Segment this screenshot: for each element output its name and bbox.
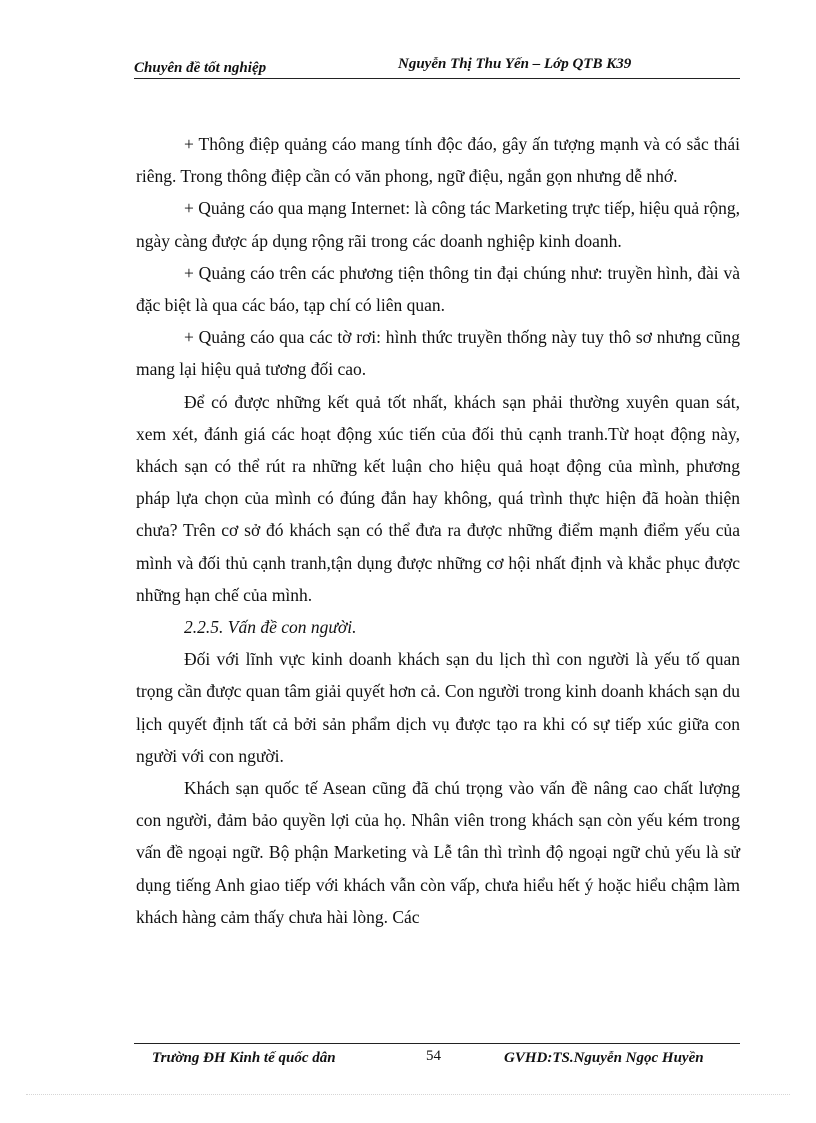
page-number: 54 bbox=[426, 1048, 441, 1064]
paragraph-2: + Quảng cáo qua mạng Internet: là công tác Marketing trực tiếp, hiệu quả rộng, ngày càng được áp dụng rộng rãi trong các doanh nghiệp kinh doanh. bbox=[136, 198, 740, 251]
paragraph-4: + Quảng cáo qua các tờ rơi: hình thức truyền thống này tuy thô sơ nhưng cũng mang lại hiệu quả tương đối cao. bbox=[136, 327, 740, 380]
paragraph-3: + Quảng cáo trên các phương tiện thông tin đại chúng như: truyền hình, đài và đặc biệt là qua các báo, tạp chí có liên quan. bbox=[136, 262, 740, 316]
paragraph-7: Khách sạn quốc tế Asean cũng đã chú trọng vào vấn đề nâng cao chất lượng con người, đảm bảo quyền lợi của họ. Nhân viên trong khách sạn còn yếu kém trong vấn đề ngoại ngữ. Bộ phận Marketing và Lễ tân thì trình độ ngoại ngữ chủ yếu là sử dụng tiếng Anh giao tiếp với khách vẫn còn vấp, chưa hiểu hết ý hoặc hiểu chậm làm khách hàng cảm thấy chưa hài lòng. Các bbox=[136, 778, 740, 927]
page-header bbox=[134, 56, 740, 79]
paragraph-1: + Thông điệp quảng cáo mang tính độc đáo, gây ấn tượng mạnh và có sắc thái riêng. Trong thông điệp cần có văn phong, ngữ điệu, ngắn gọn nhưng dễ nhớ. bbox=[136, 134, 740, 187]
header-left-title: Chuyên đề tốt nghiệp bbox=[134, 60, 267, 76]
paragraph-6: Đối với lĩnh vực kinh doanh khách sạn du lịch thì con người là yếu tố quan trọng cần được quan tâm giải quyết hơn cả. Con người trong kinh doanh khách sạn du lịch quyết định tất cả bởi sản phẩm dịch vụ được tạo ra khi có sự tiếp xúc giữa con người với con người. bbox=[136, 649, 740, 766]
header-author: Nguyễn Thị Thu Yến – Lớp QTB K39 bbox=[398, 56, 632, 72]
footer-supervisor: GVHD:TS.Nguyễn Ngọc Huyền bbox=[504, 1050, 704, 1066]
page-footer bbox=[134, 1043, 740, 1072]
paragraph-5: Để có được những kết quả tốt nhất, khách sạn phải thường xuyên quan sát, xem xét, đánh giá các hoạt động xúc tiến của đối thủ cạnh tranh.Từ hoạt động này, khách sạn có thể rút ra những kết luận cho hiệu quả hoạt động của mình, phương pháp lựa chọn của mình có đúng đắn hay không, quá trình thực hiện đã hoàn thiện chưa? Trên cơ sở đó khách sạn có thể đưa ra được những điểm mạnh điểm yếu của mình và đối thủ cạnh tranh,tận dụng được những cơ hội nhất định và khắc phục được những hạn chế của mình. bbox=[136, 391, 740, 605]
footer-university: Trường ĐH Kinh tế quốc dân bbox=[152, 1050, 336, 1066]
body-text bbox=[136, 128, 740, 933]
section-heading: 2.2.5. Vấn đề con người. bbox=[184, 617, 357, 638]
page-edge-divider bbox=[26, 1094, 790, 1095]
